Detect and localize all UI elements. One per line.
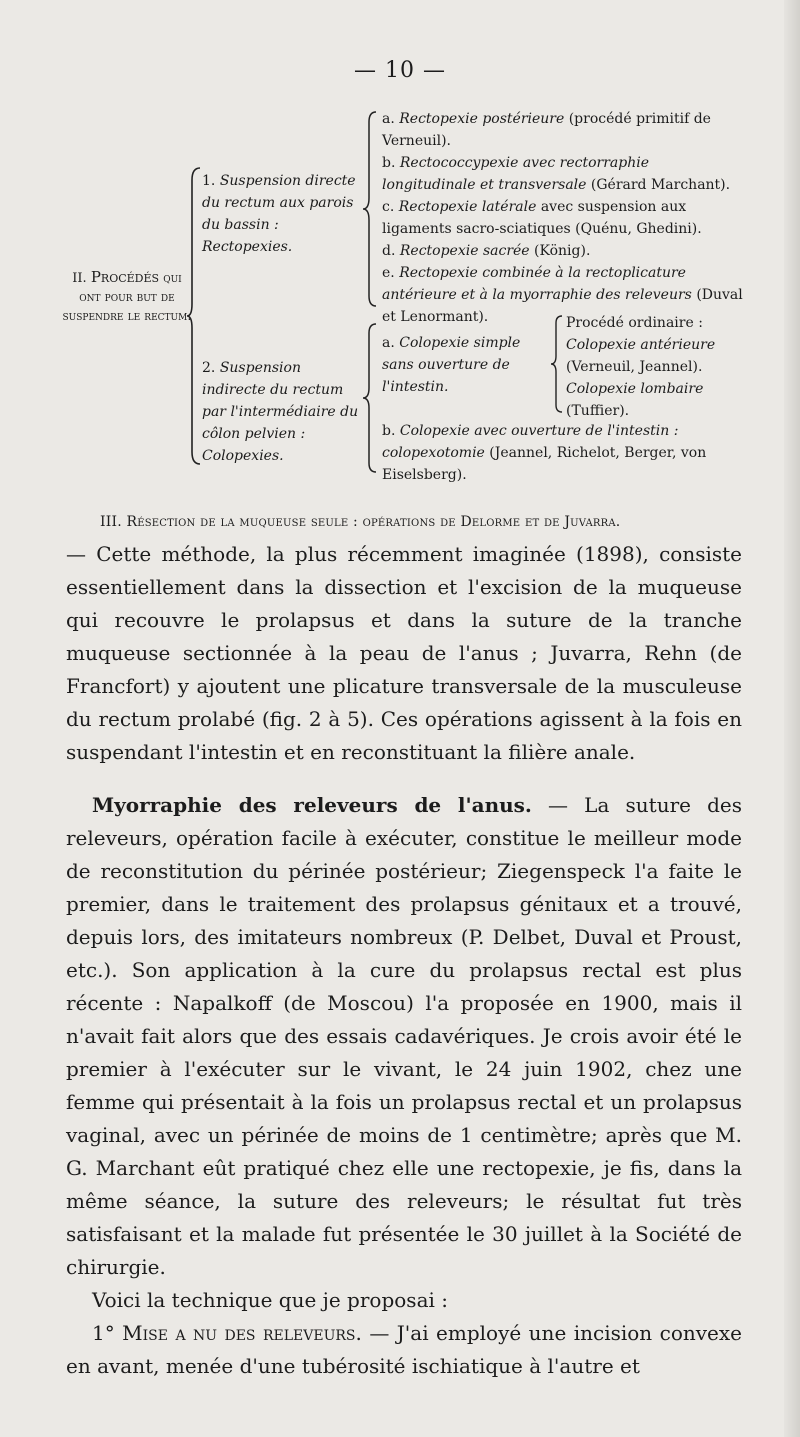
subsection-1-text: Suspension directe du rectum aux parois du bassin : Rectopexies. bbox=[202, 173, 356, 255]
section-2-rest: qui ont pour but de suspendre le rectum. bbox=[62, 271, 192, 324]
option-letter: b. bbox=[382, 423, 396, 439]
rectopexy-option-d bbox=[382, 240, 744, 262]
step-1-text: — J'ai employé une incision convexe en avant, menée d'une tubérosité ischiatique à l'autre et bbox=[66, 1321, 743, 1378]
colopexy-method-lumbar bbox=[566, 378, 746, 422]
option-detail: (Duval et Lenormant). bbox=[382, 287, 743, 325]
option-letter: e. bbox=[382, 265, 395, 281]
section-2-numeral: II. bbox=[72, 271, 87, 286]
myorraphy-heading: Myorraphie des releveurs de l'anus. bbox=[92, 793, 532, 817]
option-letter: d. bbox=[382, 243, 396, 259]
rectopexy-option-a bbox=[382, 108, 744, 152]
colopexy-methods bbox=[566, 312, 746, 422]
paragraph-technique-intro: Voici la technique que je proposai : bbox=[92, 1288, 448, 1312]
rectopexy-options-list bbox=[382, 108, 744, 328]
option-name: Rectococcypexie avec rectorraphie longitudinale et transversale bbox=[382, 155, 649, 193]
option-name: Rectopexie postérieure bbox=[399, 111, 565, 127]
option-letter: a. bbox=[382, 111, 395, 127]
colopexy-option-a bbox=[382, 332, 554, 398]
colopexy-methods-brace bbox=[550, 314, 564, 414]
myorraphy-text: — La suture des releveurs, opération facile à exécuter, constitue le meilleur mode de reconstitution du périnée postérieur; Ziegenspeck l'a faite le premier, dans le traitement des prolapsus génitaux et a trouvé, depuis lors, des imitateurs nombreux (P. Delbet, Duval et Proust, etc.). Son application à la cure du prolapsus rectal est plus récente : Napalkoff (de Moscou) l'a proposée en 1900, mais il n'avait fait alors que des essais cadavériques. Je crois avoir été le premier à l'exécuter sur le vivant, le 24 juin 1902, chez une femme qui présentait à la fois un prolapsus rectal et un prolapsus vaginal, avec un périnée de moins de 1 centimètre; après que M. G. Marchant eût pratiqué chez elle une rectopexie, je fis, dans la même séance, la suture des releveurs; le résultat fut très satisfaisant et la malade fut présentée le 30 juillet à la Société de chirurgie. bbox=[66, 793, 743, 1279]
subsection-2-number: 2. bbox=[202, 360, 216, 376]
subsection-1-number: 1. bbox=[202, 173, 216, 189]
method-lead: Procédé ordinaire : bbox=[566, 315, 703, 331]
colopexy-brace bbox=[362, 322, 378, 474]
page-edge-shadow bbox=[784, 0, 800, 1437]
option-detail: (König). bbox=[534, 243, 591, 259]
section-2-label bbox=[60, 268, 194, 326]
paragraph-step-1 bbox=[66, 1317, 742, 1383]
page-number: — 10 — bbox=[354, 58, 446, 83]
option-letter: c. bbox=[382, 199, 395, 215]
method-detail: (Verneuil, Jeannel). bbox=[566, 359, 703, 375]
option-detail: (procédé primitif de Verneuil). bbox=[382, 111, 711, 149]
option-name: Rectopexie latérale bbox=[398, 199, 537, 215]
step-1-heading: 1° Mise a nu des releveurs. bbox=[92, 1321, 362, 1345]
colopexy-option-b bbox=[382, 420, 744, 486]
section-3-heading: III. Résection de la muqueuse seule : opérations de Delorme et de Juvarra. bbox=[100, 514, 621, 530]
option-letter: a. bbox=[382, 335, 395, 351]
option-name: Colopexie avec ouverture de l'intestin : colopexotomie bbox=[382, 423, 679, 461]
rectopexy-option-b bbox=[382, 152, 744, 196]
option-name: Rectopexie sacrée bbox=[399, 243, 530, 259]
option-name: Colopexie simple sans ouverture de l'intestin. bbox=[382, 335, 521, 395]
method-detail: (Tuffier). bbox=[566, 403, 630, 419]
option-detail: (Jeannel, Richelot, Berger, von Eiselsberg). bbox=[382, 445, 707, 483]
option-detail: (Gérard Marchant). bbox=[590, 177, 731, 193]
method-name: Colopexie antérieure bbox=[566, 337, 716, 353]
section-2-first-word: Procédés bbox=[90, 268, 160, 286]
subsection-1-direct-suspension bbox=[202, 170, 362, 258]
rectopexy-brace bbox=[362, 110, 378, 308]
section-2-brace bbox=[186, 166, 202, 466]
body-text bbox=[66, 538, 742, 1383]
paragraph-delorme-method: — Cette méthode, la plus récemment imaginée (1898), consiste essentiellement dans la dissection et l'excision de la muqueuse qui recouvre le prolapsus et dans la suture de la tranche muqueuse sectionnée à la peau de l'anus ; Juvarra, Rehn (de Francfort) y ajoutent une plicature transversale de la musculeuse du rectum prolabé (fig. 2 à 5). Ces opérations agissent à la fois en suspendant l'intestin et en reconstituant la filière anale. bbox=[66, 542, 742, 764]
subsection-2-text: Suspension indirecte du rectum par l'intermédiaire du côlon pelvien : Colopexies. bbox=[202, 360, 359, 464]
option-name: Rectopexie combinée à la rectoplicature antérieure et à la myorraphie des releveurs bbox=[382, 265, 692, 303]
colopexy-method-anterior bbox=[566, 312, 746, 378]
method-name: Colopexie lombaire bbox=[566, 381, 704, 397]
rectopexy-option-c bbox=[382, 196, 744, 240]
option-detail: avec suspension aux ligaments sacro-sciatiques (Quénu, Ghedini). bbox=[382, 199, 702, 237]
subsection-2-indirect-suspension bbox=[202, 357, 367, 467]
paragraph-myorraphy bbox=[66, 789, 742, 1284]
option-letter: b. bbox=[382, 155, 396, 171]
